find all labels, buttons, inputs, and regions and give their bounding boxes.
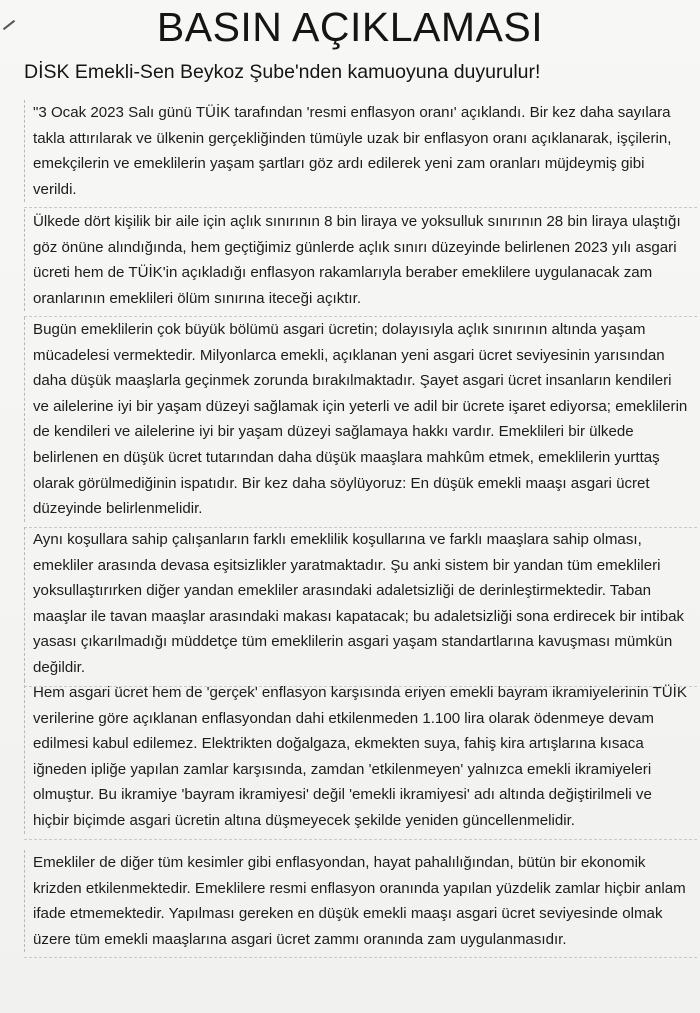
paragraph-holiday-bonus: Hem asgari ücret hem de 'gerçek' enflasyon karşısında eriyen emekli bayram ikramiyelerinin TÜİK verilerine göre açıklanan enflasyondan dahi etkilenmeden 1.100 lira olarak ödenmeye devam edilmesi kabul edilemez. Elektrikten doğalgaza, ekmekten suya, fahiş kira artışlarına kısaca iğneden ipliğe yapılan zamlar karşısında, zamdan 'etkilenmeyen' yalnızca emekli ikramiyeleri olmuştur. Bu ikramiye 'bayram ikramiyesi' değil 'emekli ikramiyesi' adı altında değiştirilmeli ve hiçbir biçimde asgari ücretin altına düşmeyecek şekilde yeniden güncellenmelidir. (24, 680, 689, 834)
document-title: BASIN AÇIKLAMASI (156, 4, 544, 50)
paragraph-conclusion: Emekliler de diğer tüm kesimler gibi enflasyondan, hayat pahalılığından, bütün bir ekonomik krizden etkilenmektedir. Emeklilere resmi enflasyon oranında yapılan yüzdelik zamlar hiçbir anlam ifade etmemektedir. Yapılması gereken en düşük emekli maaşı asgari ücret seviyesinde olmak üzere tüm emekli maaşlarına asgari ücret zammı oranında zam uygulanmasıdır. (24, 850, 689, 952)
paragraph-minimum-wage: Bugün emeklilerin çok büyük bölümü asgari ücretin; dolayısıyla açlık sınırının altında yaşam mücadelesi vermektedir. Milyonlarca emekli, açıklanan yeni asgari ücret seviyesinin yarısından daha düşük maaşlarla geçinmek zorunda bırakılmaktadır. Şayet asgari ücret insanların kendileri ve ailelerine iyi bir yaşam düzeyi sağlamak için yeterli ve adil bir ücrete işaret ediyorsa; emeklilerin de kendileri ve ailelerine iyi bir yaşam düzeyi sağlamaya hakkı vardır. Emeklileri bir ülkede belirlenen en düşük ücret tutarından daha düşük maaşlara mahkûm etmek, emeklilerin yurttaş olarak görülmediğinin ispatıdır. Bir kez daha söylüyoruz: En düşük emekli maaşı asgari ücret düzeyinde belirlenmelidir. (24, 317, 689, 522)
paragraph-hunger-poverty-line: Ülkede dört kişilik bir aile için açlık sınırının 8 bin liraya ve yoksulluk sınırının 28 bin liraya ulaştığı göz önüne alındığında, hem geçtiğimiz günlerde açlık sınırı düzeyinde belirlenen 2023 yılı asgari ücreti hem de TÜİK'in açıkladığı enflasyon rakamlarıyla beraber emeklilere uygulanacak zam oranlarının emeklileri ölüm sınırına iteceği açıktır. (24, 209, 689, 311)
paragraph-inequality: Aynı koşullara sahip çalışanların farklı emeklilik koşullarına ve farklı maaşlara sahip olması, emekliler arasında devasa eşitsizlikler yaratmaktadır. Şu anki sistem bir yandan tüm emeklileri yoksullaştırırken diğer yandan emekliler arasındaki adaletsizliği de derinleştirmektedir. Taban maaşlar ile tavan maaşlar arasındaki makası kapatacak; bu adaletsizliği sona erdirecek bir intibak yasası çıkarılmadığı müddetçe tüm emeklilerin asgari yaşam standartlarına kavuşması mümkün değildir. (24, 527, 689, 681)
document-subtitle: DİSK Emekli-Sen Beykoz Şube'nden kamuoyuna duyurulur! (24, 61, 541, 83)
paragraph-inflation-announcement: "3 Ocak 2023 Salı günü TÜİK tarafından 'resmi enflasyon oranı' açıklandı. Bir kez daha sayılara takla attırılarak ve ülkenin gerçekliğinden tümüyle uzak bir enflasyon oranı açıklanarak, işçilerin, emekçilerin ve emeklilerin yaşam şartları göz ardı edilerek yeni zam oranları müjdeymiş gibi verildi. (24, 100, 689, 202)
